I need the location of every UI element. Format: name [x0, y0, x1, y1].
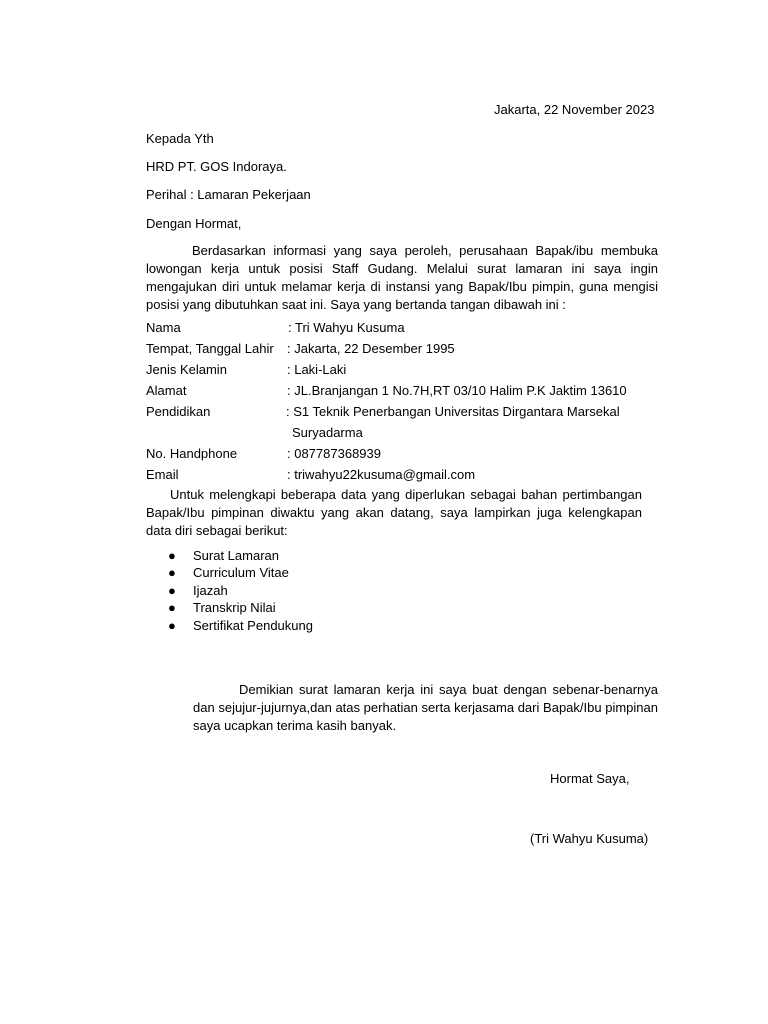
row-gender: [146, 361, 666, 379]
row-phone: [146, 445, 666, 463]
list-item-label: Sertifikat Pendukung: [193, 617, 313, 633]
list-item-label: Transkrip Nilai: [193, 600, 276, 616]
name-value: : Tri Wahyu Kusuma: [288, 320, 405, 335]
closing-text: Demikian surat lamaran kerja ini saya buat dengan sebenar-benarnya dan sejujur-jujurnya,dan atas perhatian serta kerjasama dari Bapak/Ibu pimpinan saya ucapkan terima kasih banyak.: [193, 682, 658, 733]
signature-name: (Tri Wahyu Kusuma): [530, 831, 649, 846]
attachment-intro-text: Untuk melengkapi beberapa data yang diperlukan sebagai bahan pertimbangan Bapak/Ibu pimpinan diwaktu yang akan datang, saya lampirkan juga kelengkapan data diri sebagai berikut:: [146, 487, 642, 538]
gender-label: Jenis Kelamin: [146, 362, 227, 377]
address-value: : JL.Branjangan 1 No.7H,RT 03/10 Halim P.K Jaktim 13610: [287, 383, 627, 398]
recipient-line-1: Kepada Yth: [146, 131, 214, 146]
row-name: [146, 319, 666, 337]
bullet-icon: ●: [168, 565, 176, 581]
email-value: : triwahyu22kusuma@gmail.com: [287, 467, 476, 482]
intro-text: Berdasarkan informasi yang saya peroleh, perusahaan Bapak/ibu membuka lowongan kerja untuk posisi Staff Gudang. Melalui surat lamaran ini saya ingin mengajukan diri untuk melamar kerja di instansi yang Bapak/Ibu pimpin, guna mengisi posisi yang dibutuhkan saat ini. Saya yang bertanda tangan dibawah ini :: [146, 243, 658, 312]
address-label: Alamat: [146, 383, 187, 398]
subject-line: Perihal : Lamaran Pekerjaan: [146, 187, 311, 202]
list-item-label: Curriculum Vitae: [193, 565, 289, 581]
row-email: [146, 466, 666, 484]
email-label: Email: [146, 467, 179, 482]
attachment-intro: [146, 486, 642, 540]
name-label: Nama: [146, 320, 181, 335]
row-education-cont: [146, 424, 666, 442]
education-value: : S1 Teknik Penerbangan Universitas Dirgantara Marsekal: [286, 404, 620, 419]
list-item-label: Surat Lamaran: [193, 548, 279, 563]
bullet-icon: ●: [168, 617, 176, 633]
row-address: [146, 382, 666, 400]
education-label: Pendidikan: [146, 404, 211, 419]
row-birth: [146, 340, 666, 358]
birth-value: : Jakarta, 22 Desember 1995: [287, 341, 455, 356]
birth-label: Tempat, Tanggal Lahir: [146, 341, 274, 356]
bullet-icon: ●: [168, 600, 176, 616]
bullet-icon: ●: [168, 548, 176, 563]
list-item: [146, 564, 313, 581]
attachment-list: [146, 547, 313, 634]
phone-value: : 087787368939: [287, 446, 381, 461]
recipient-line-2: HRD PT. GOS Indoraya.: [146, 159, 287, 174]
place-date: Jakarta, 22 November 2023: [494, 102, 655, 117]
gender-value: : Laki-Laki: [287, 362, 347, 377]
list-item: [146, 582, 313, 599]
list-item: [146, 547, 313, 564]
greeting: Dengan Hormat,: [146, 216, 242, 231]
list-item: [146, 599, 313, 616]
closing-paragraph: [193, 681, 658, 735]
list-item: [146, 617, 313, 634]
education-value-cont: Suryadarma: [292, 425, 363, 440]
bullet-icon: ●: [168, 582, 176, 598]
phone-label: No. Handphone: [146, 446, 238, 461]
row-education: [146, 403, 666, 421]
list-item-label: Ijazah: [193, 582, 228, 598]
intro-paragraph: [146, 242, 658, 314]
sign-off: Hormat Saya,: [550, 771, 630, 786]
